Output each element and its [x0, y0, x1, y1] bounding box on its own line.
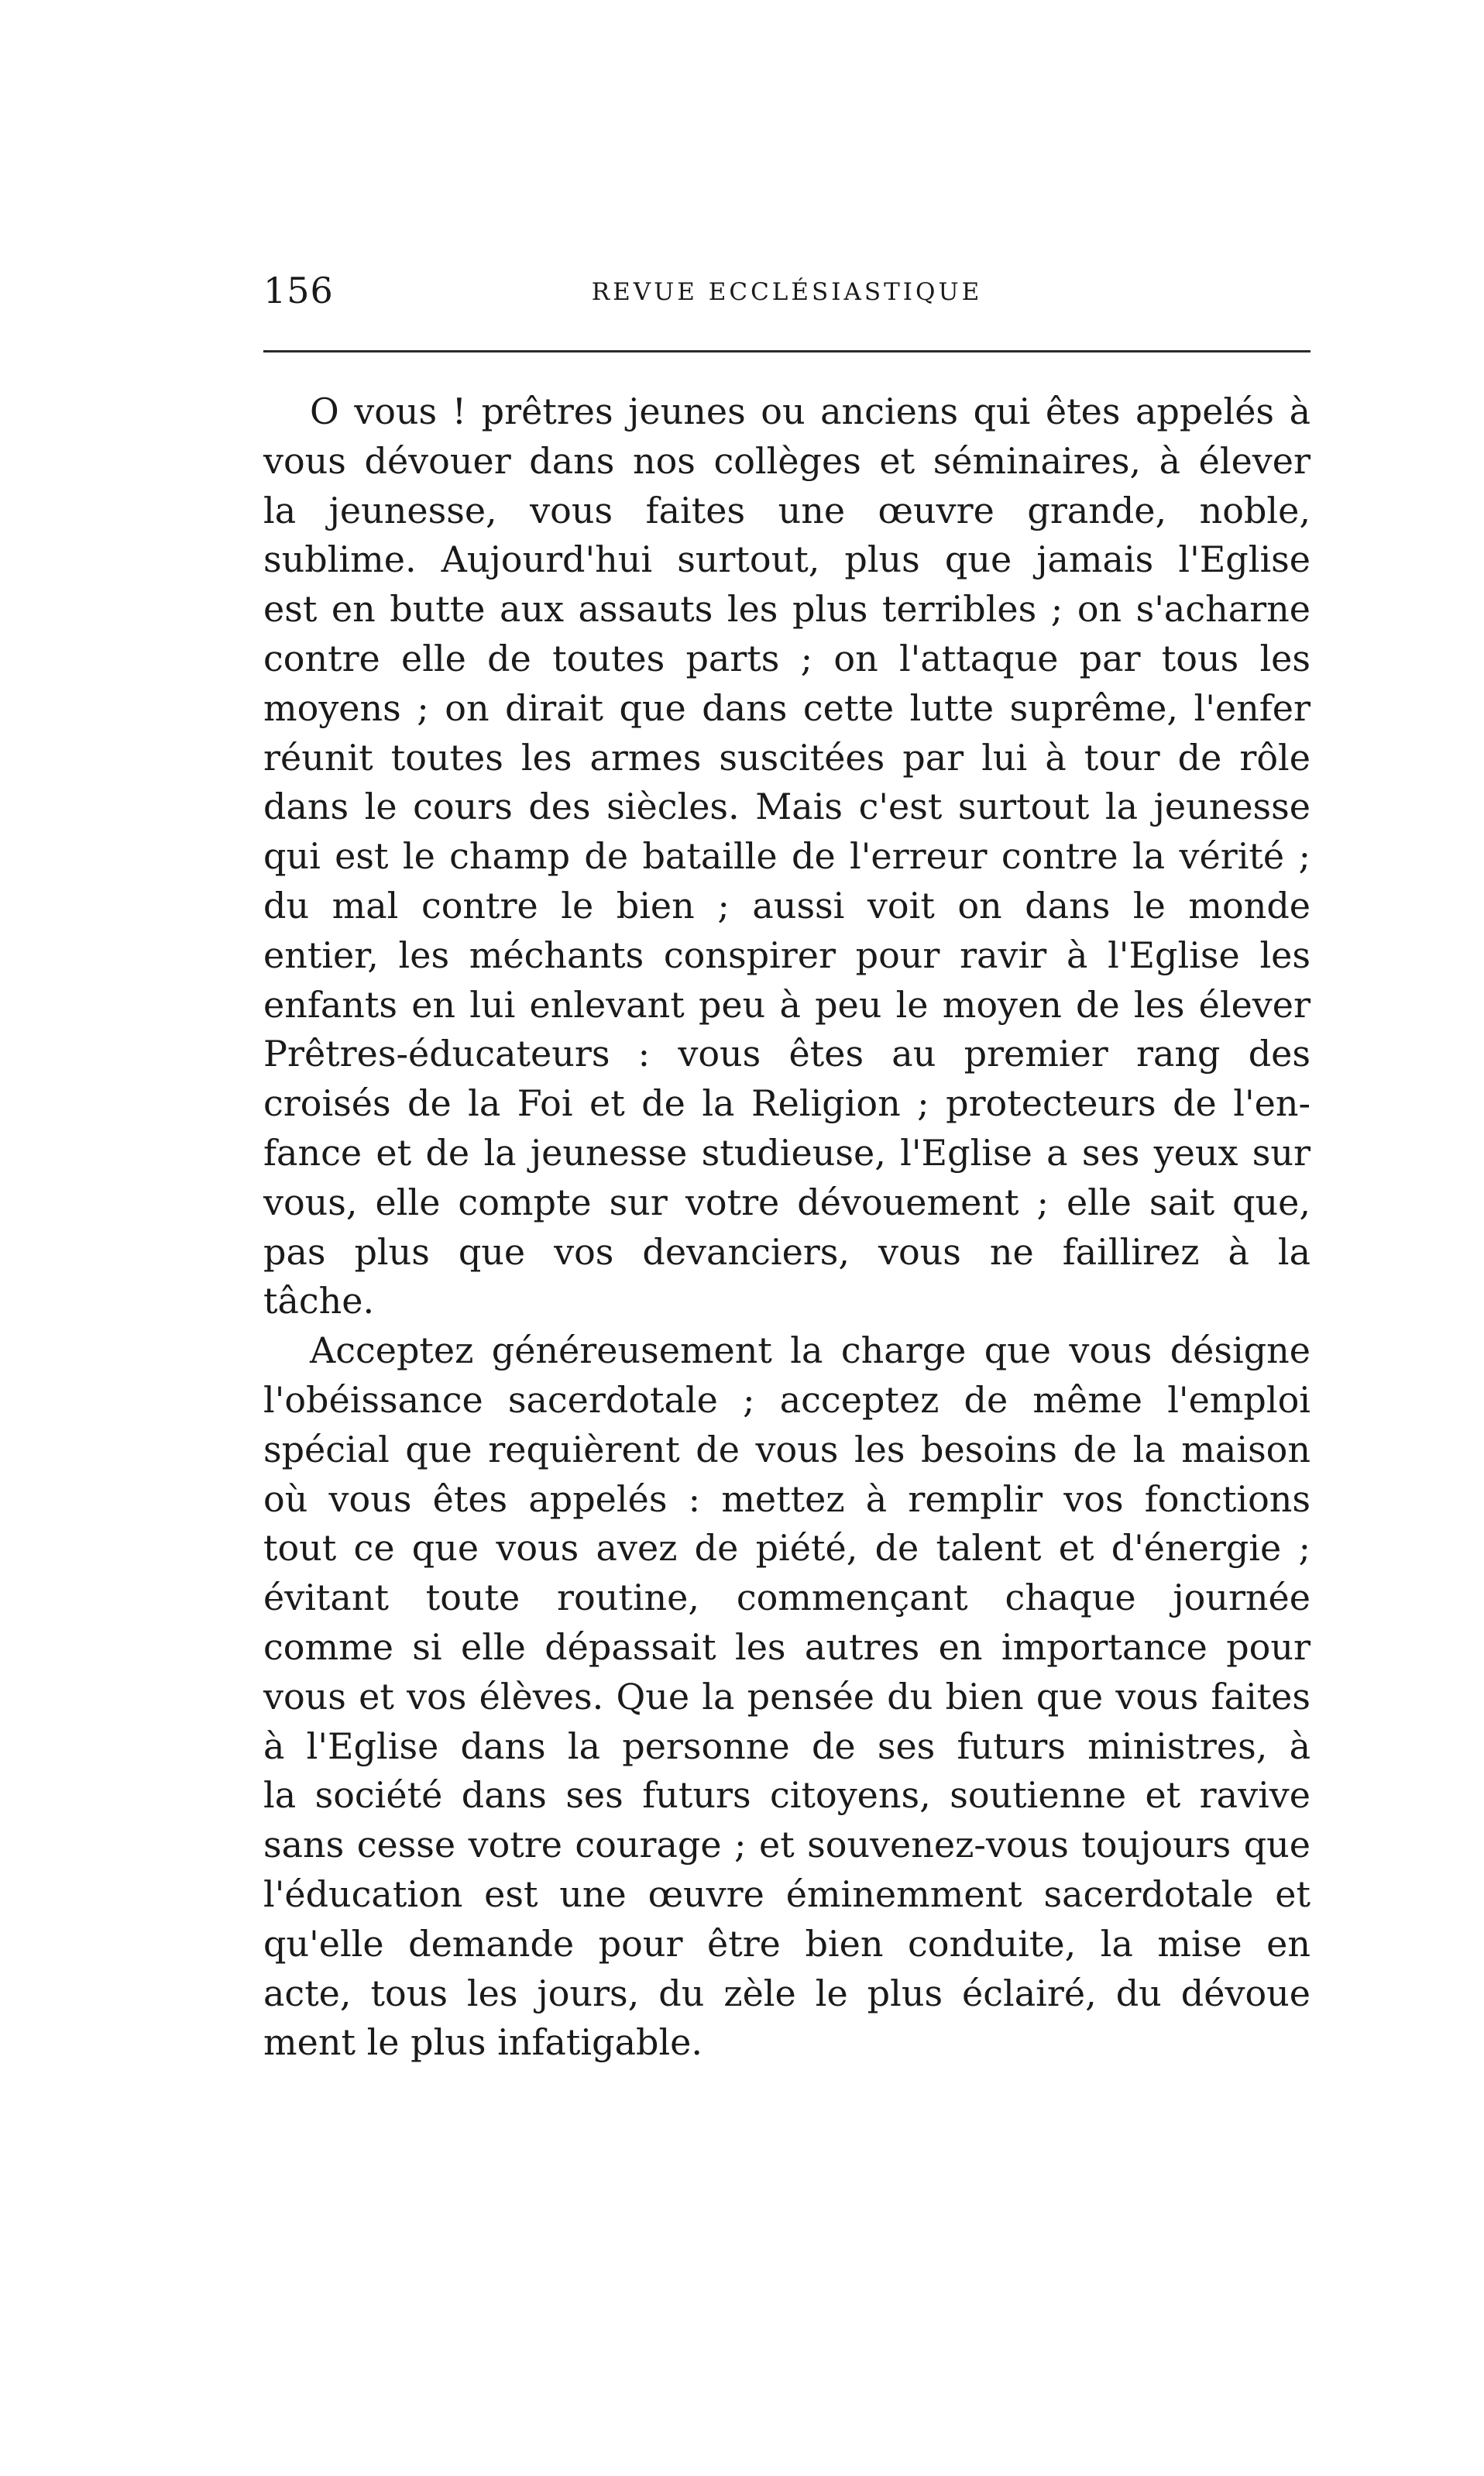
text-line: Prêtres-éducateurs : vous êtes au premier rang des: [263, 1033, 1311, 1075]
running-head: [263, 263, 1311, 318]
text-line: dans le cours des siècles. Mais c'est surtout la jeunesse: [263, 786, 1311, 828]
text-line: l'éducation est une œuvre éminemment sacerdotale et: [263, 1872, 1311, 1915]
text-line: vous, elle compte sur votre dévouement ; elle sait que,: [263, 1181, 1311, 1223]
page-number: 156: [263, 270, 334, 311]
text-line: entier, les méchants conspirer pour ravir à l'Eglise les: [263, 934, 1311, 976]
text-line: qu'elle demande pour être bien conduite, la mise en: [263, 1922, 1311, 1965]
header-rule: [263, 350, 1311, 352]
text-line: pas plus que vos devanciers, vous ne faillirez à la: [263, 1230, 1311, 1273]
text-line: croisés de la Foi et de la Religion ; protecteurs de l'en-: [263, 1082, 1311, 1125]
text-line: tout ce que vous avez de piété, de talent et d'énergie ;: [263, 1527, 1311, 1570]
text-line: Acceptez généreusement la charge que vous désigne: [310, 1329, 1311, 1372]
text-line: sublime. Aujourd'hui surtout, plus que jamais l'Eglise: [263, 538, 1311, 581]
paragraph-2: [263, 1326, 1311, 2068]
text-line: fance et de la jeunesse studieuse, l'Eglise a ses yeux sur: [263, 1131, 1311, 1174]
text-line: à l'Eglise dans la personne de ses futurs ministres, à: [263, 1725, 1311, 1767]
text-line: la jeunesse, vous faites une œuvre grande, noble,: [263, 489, 1311, 531]
text-line: O vous ! prêtres jeunes ou anciens qui êtes appelés à: [310, 390, 1311, 432]
body-text: [263, 387, 1311, 2068]
text-line: moyens ; on dirait que dans cette lutte suprême, l'enfer: [263, 686, 1311, 729]
text-line: la société dans ses futurs citoyens, soutienne et ravive: [263, 1774, 1311, 1817]
text-line: acte, tous les jours, du zèle le plus éclairé, du dévoue: [263, 1972, 1311, 2014]
text-line: sans cesse votre courage ; et souvenez-vous toujours que: [263, 1824, 1311, 1866]
text-line: vous dévouer dans nos collèges et séminaires, à élever: [263, 439, 1311, 482]
text-line: spécial que requièrent de vous les besoins de la maison: [263, 1428, 1311, 1470]
text-line: contre elle de toutes parts ; on l'attaque par tous les: [263, 637, 1311, 679]
text-line: évitant toute routine, commençant chaque journée: [263, 1577, 1311, 1619]
text-line: est en butte aux assauts les plus terribles ; on s'acharne: [263, 588, 1311, 631]
text-line: enfants en lui enlevant peu à peu le moyen de les élever: [263, 983, 1311, 1026]
text-line: où vous êtes appelés : mettez à remplir vos fonctions: [263, 1477, 1311, 1520]
text-line: ment le plus infatigable.: [263, 2021, 703, 2064]
text-line: vous et vos élèves. Que la pensée du bien que vous faites: [263, 1675, 1311, 1718]
paragraph-1: [263, 387, 1311, 1326]
text-line: du mal contre le bien ; aussi voit on dans le monde: [263, 884, 1311, 927]
text-line: qui est le champ de bataille de l'erreur contre la vérité ;: [263, 835, 1311, 878]
text-line: l'obéissance sacerdotale ; acceptez de même l'emploi: [263, 1378, 1311, 1421]
text-line: tâche.: [263, 1280, 375, 1322]
running-title: REVUE ECCLÉSIASTIQUE: [591, 278, 983, 306]
text-line: réunit toutes les armes suscitées par lui à tour de rôle: [263, 736, 1311, 779]
text-line: comme si elle dépassait les autres en importance pour: [263, 1625, 1311, 1668]
